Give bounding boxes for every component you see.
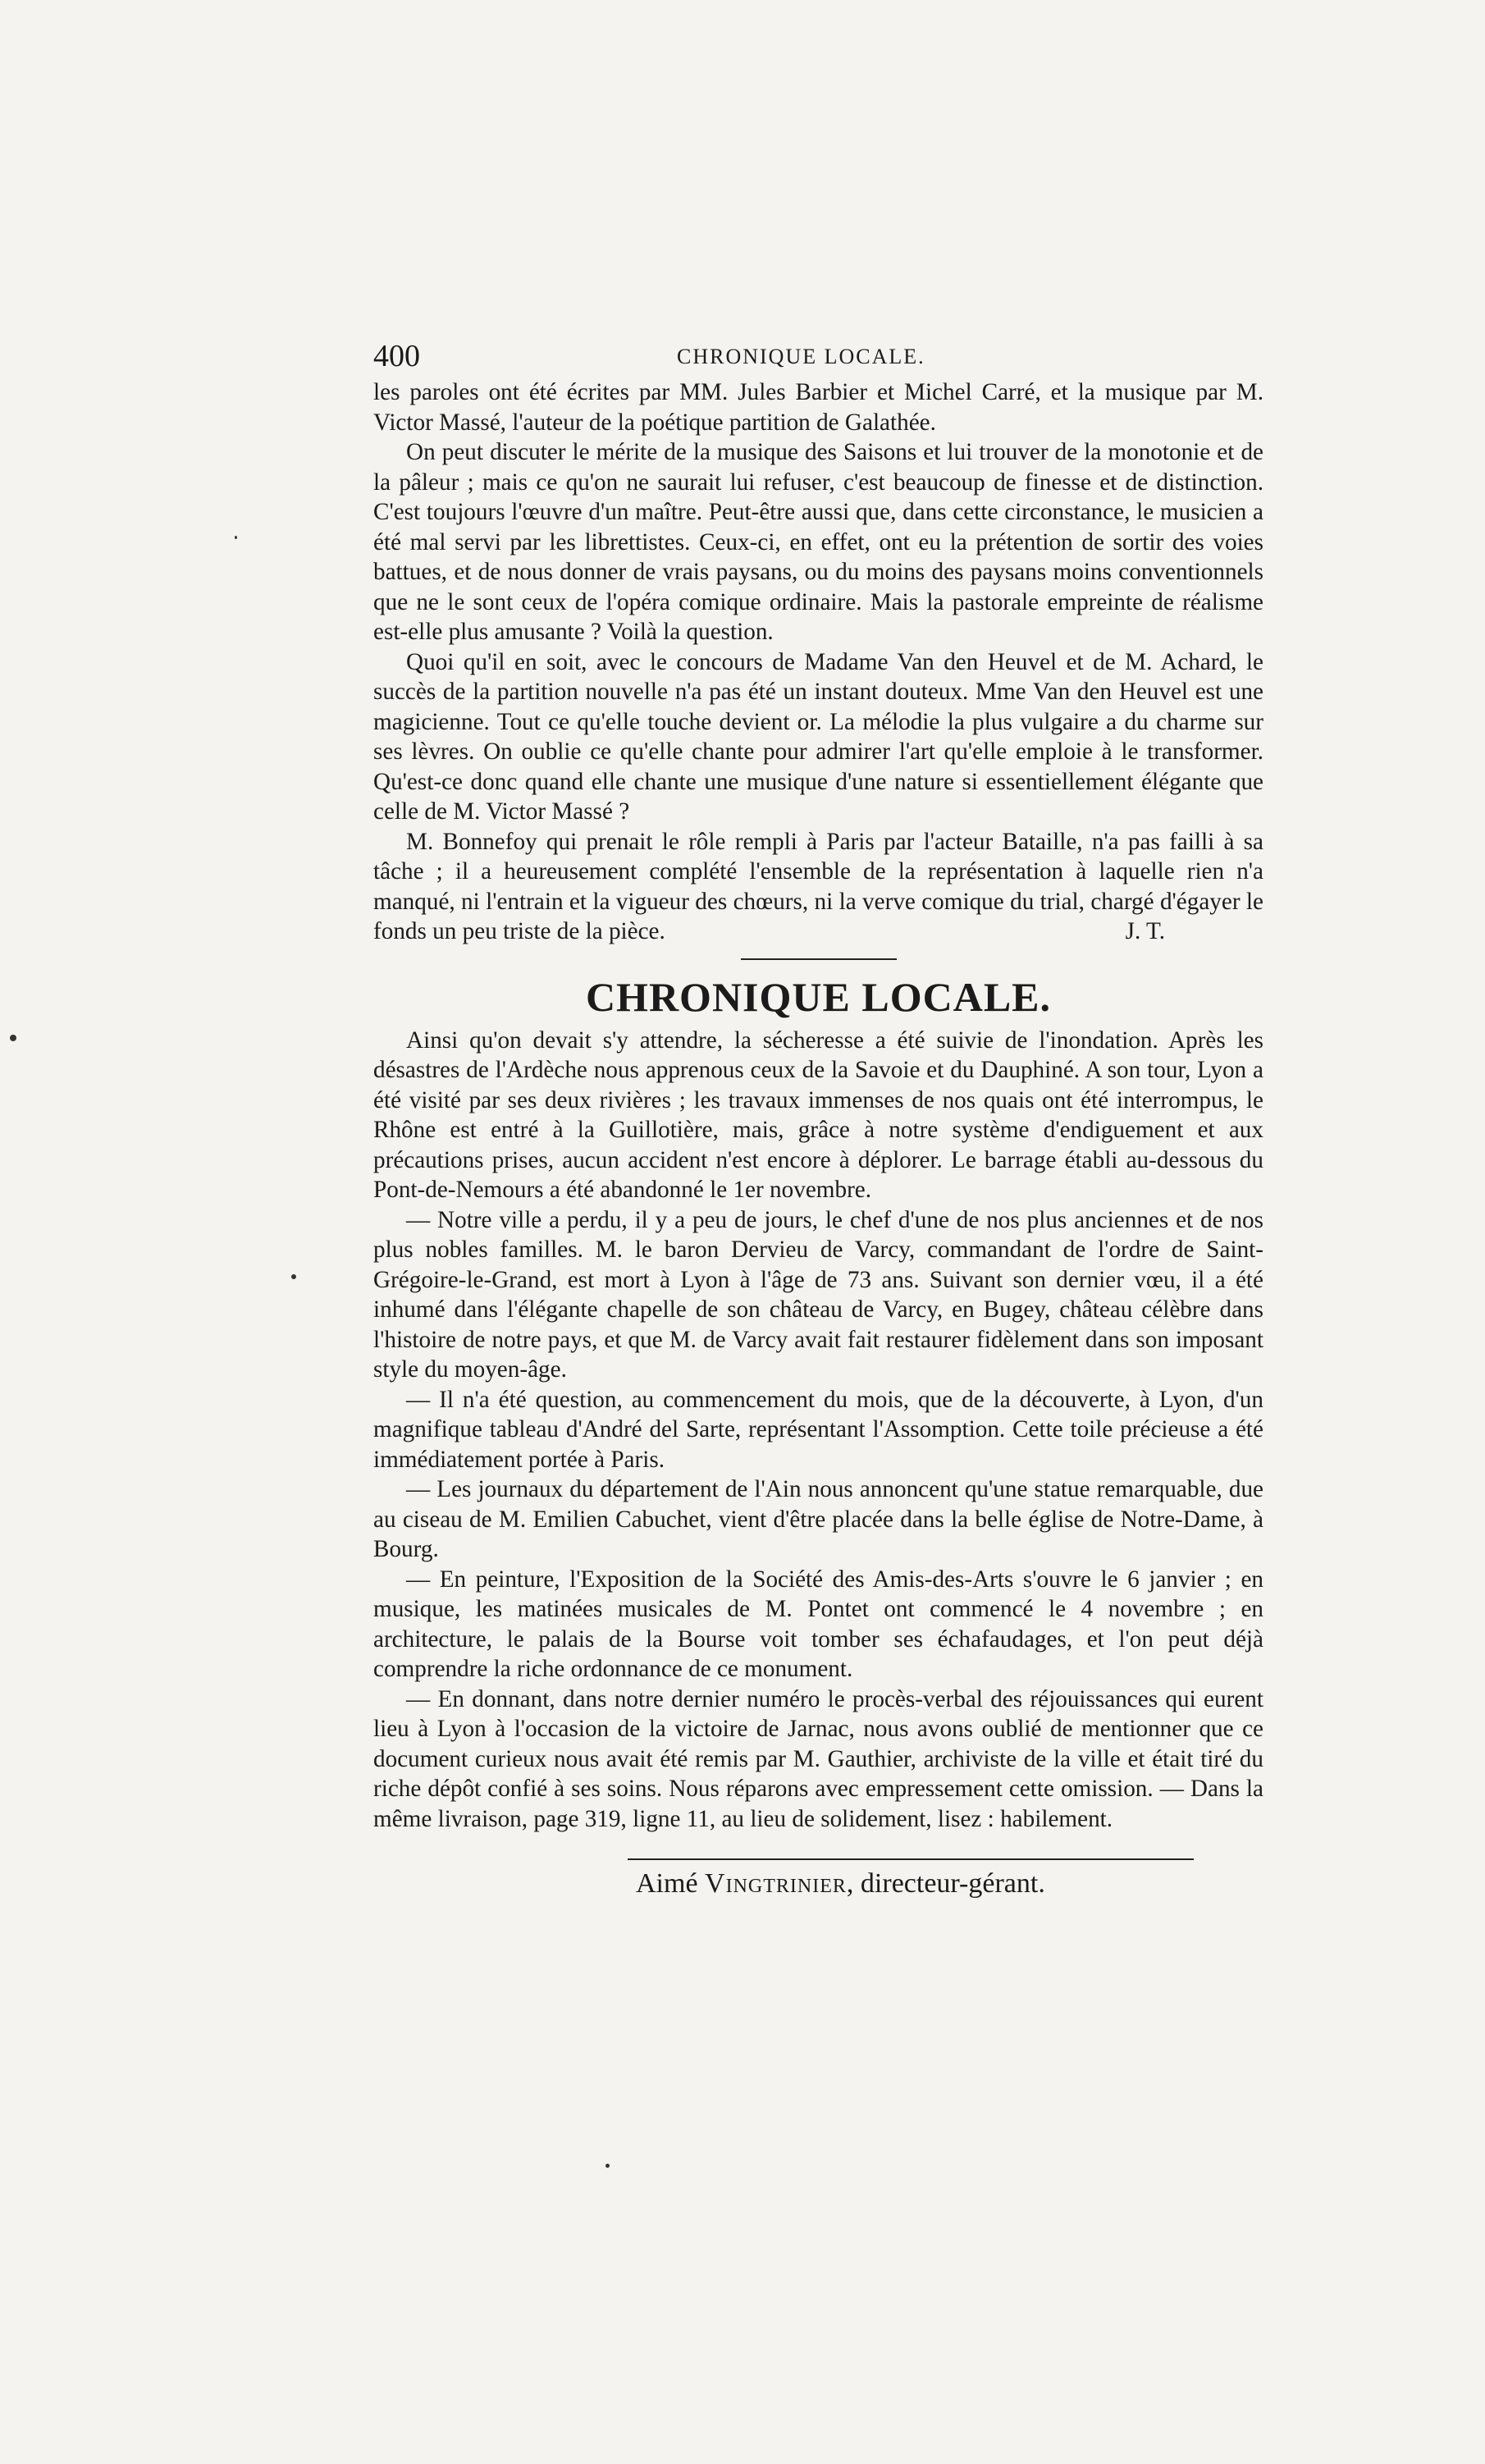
chronique-paragraph-1: Ainsi qu'on devait s'y attendre, la sécheresse a été suivie de l'inondation. Après les désastres de l'Ardèche nous apprenous ceux de la Savoie et du Dauphiné. A son tour, Lyon a été visité par ses deux rivières ; les travaux immenses de nos quais ont été interrompus, le Rhône est entré à la Guillotière, mais, grâce à notre système d'endiguement et aux précautions prises, aucun accident n'est encore à déplorer. Le barrage établi au-dessous du Pont-de-Nemours a été abandonné le 1er novembre. bbox=[373, 1026, 1263, 1203]
chronique-paragraph-4: — Les journaux du département de l'Ain nous annoncent qu'une statue remarquable, due au ciseau de M. Emilien Cabuchet, vient d'être placée dans la belle église de Notre-Dame, à Bourg. bbox=[373, 1476, 1263, 1562]
signature-first-name: Aimé bbox=[636, 1868, 698, 1899]
running-title: CHRONIQUE LOCALE. bbox=[677, 345, 925, 368]
signature-surname: Vingtrinier bbox=[705, 1868, 847, 1899]
review-paragraph-4-text: M. Bonnefoy qui prenait le rôle rempli à Paris par l'acteur Bataille, n'a pas failli à sa tâche ; il a heureusement complété l'ensemble de la représentation à laquelle rien n'a manqué, ni l'entrain et la vigueur des chœurs, ni la verve comique du trial, chargé d'égayer le fonds un peu triste de la pièce. bbox=[373, 828, 1263, 944]
review-paragraph-1: les paroles ont été écrites par MM. Jules Barbier et Michel Carré, et la musique par M. Victor Massé, l'auteur de la poétique partition de Galathée. bbox=[373, 379, 1263, 436]
review-paragraph-2: On peut discuter le mérite de la musique des Saisons et lui trouver de la monotonie et de la pâleur ; mais ce qu'on ne saurait lui refuser, c'est beaucoup de finesse et de distinction. C'est toujours l'œuvre d'un maître. Peut-être aussi que, dans cette circonstance, le musicien a été mal servi par les librettistes. Ceux-ci, en effet, ont eu la prétention de sortir des voies battues, et de nous donner de vrais paysans, ou du moins des paysans moins conventionnels que ne le sont ceux de l'opéra comique ordinaire. Mais la pastorale empreinte de réalisme est-elle plus amusante ? Voilà la question. bbox=[373, 439, 1263, 645]
section-title: CHRONIQUE LOCALE. bbox=[585, 973, 1052, 1020]
chronique-paragraph-5: — En peinture, l'Exposition de la Société des Amis-des-Arts s'ouvre le 6 janvier ; en musique, les matinées musicales de M. Pontet ont commencé le 4 novembre ; en architecture, le palais de la Bourse voit tomber ses échafaudages, et l'on peut déjà comprendre la riche ordonnance de ce monument. bbox=[373, 1566, 1263, 1682]
footer-rule bbox=[628, 1858, 1194, 1860]
ink-speck bbox=[235, 536, 237, 539]
ink-speck bbox=[291, 1274, 296, 1279]
signature-role: , directeur-gérant. bbox=[846, 1868, 1045, 1899]
ink-speck bbox=[10, 1035, 16, 1041]
review-signoff: J. T. bbox=[1125, 918, 1165, 944]
running-head bbox=[373, 338, 1263, 377]
page-number: 400 bbox=[373, 339, 420, 373]
ink-speck bbox=[605, 2164, 610, 2168]
chronique-paragraph-2: — Notre ville a perdu, il y a peu de jours, le chef d'une de nos plus anciennes et de nos plus nobles familles. M. le baron Dervieu de Varcy, commandant de l'ordre de Saint-Grégoire-le-Grand, est mort à Lyon à l'âge de 73 ans. Suivant son dernier vœu, il a été inhumé dans l'élégante chapelle de son château de Varcy, en Bugey, château célèbre dans l'histoire de notre pays, et que M. de Varcy avait fait restaurer fidèlement dans son imposant style du moyen-âge. bbox=[373, 1206, 1263, 1383]
chronique-paragraph-3: — Il n'a été question, au commencement du mois, que de la découverte, à Lyon, d'un magnifique tableau d'André del Sarte, représentant l'Assomption. Cette toile précieuse a été immédiatement portée à Paris. bbox=[373, 1386, 1263, 1473]
book-page bbox=[373, 338, 1263, 1901]
section-divider bbox=[741, 958, 897, 960]
review-paragraph-3: Quoi qu'il en soit, avec le concours de Madame Van den Heuvel et de M. Achard, le succès de la partition nouvelle n'a pas été un instant douteux. Mme Van den Heuvel est une magicienne. Tout ce qu'elle touche devient or. La mélodie la plus vulgaire a du charme sur ses lèvres. On oublie ce qu'elle chante pour admirer l'art qu'elle emploie à le transformer. Qu'est-ce donc quand elle chante une musique d'une nature si essentiellement élégante que celle de M. Victor Massé ? bbox=[373, 648, 1263, 825]
signature bbox=[636, 1867, 1263, 1901]
chronique-paragraph-6: — En donnant, dans notre dernier numéro le procès-verbal des réjouissances qui eurent lieu à Lyon à l'occasion de la victoire de Jarnac, nous avons oublié de mentionner que ce document curieux nous avait été remis par M. Gauthier, archiviste de la ville et était tiré du riche dépôt confié à ses soins. Nous réparons avec empressement cette omission. — Dans la même livraison, page 319, ligne 11, au lieu de solidement, lisez : habilement. bbox=[373, 1685, 1263, 1832]
review-paragraph-4 bbox=[373, 827, 1263, 947]
